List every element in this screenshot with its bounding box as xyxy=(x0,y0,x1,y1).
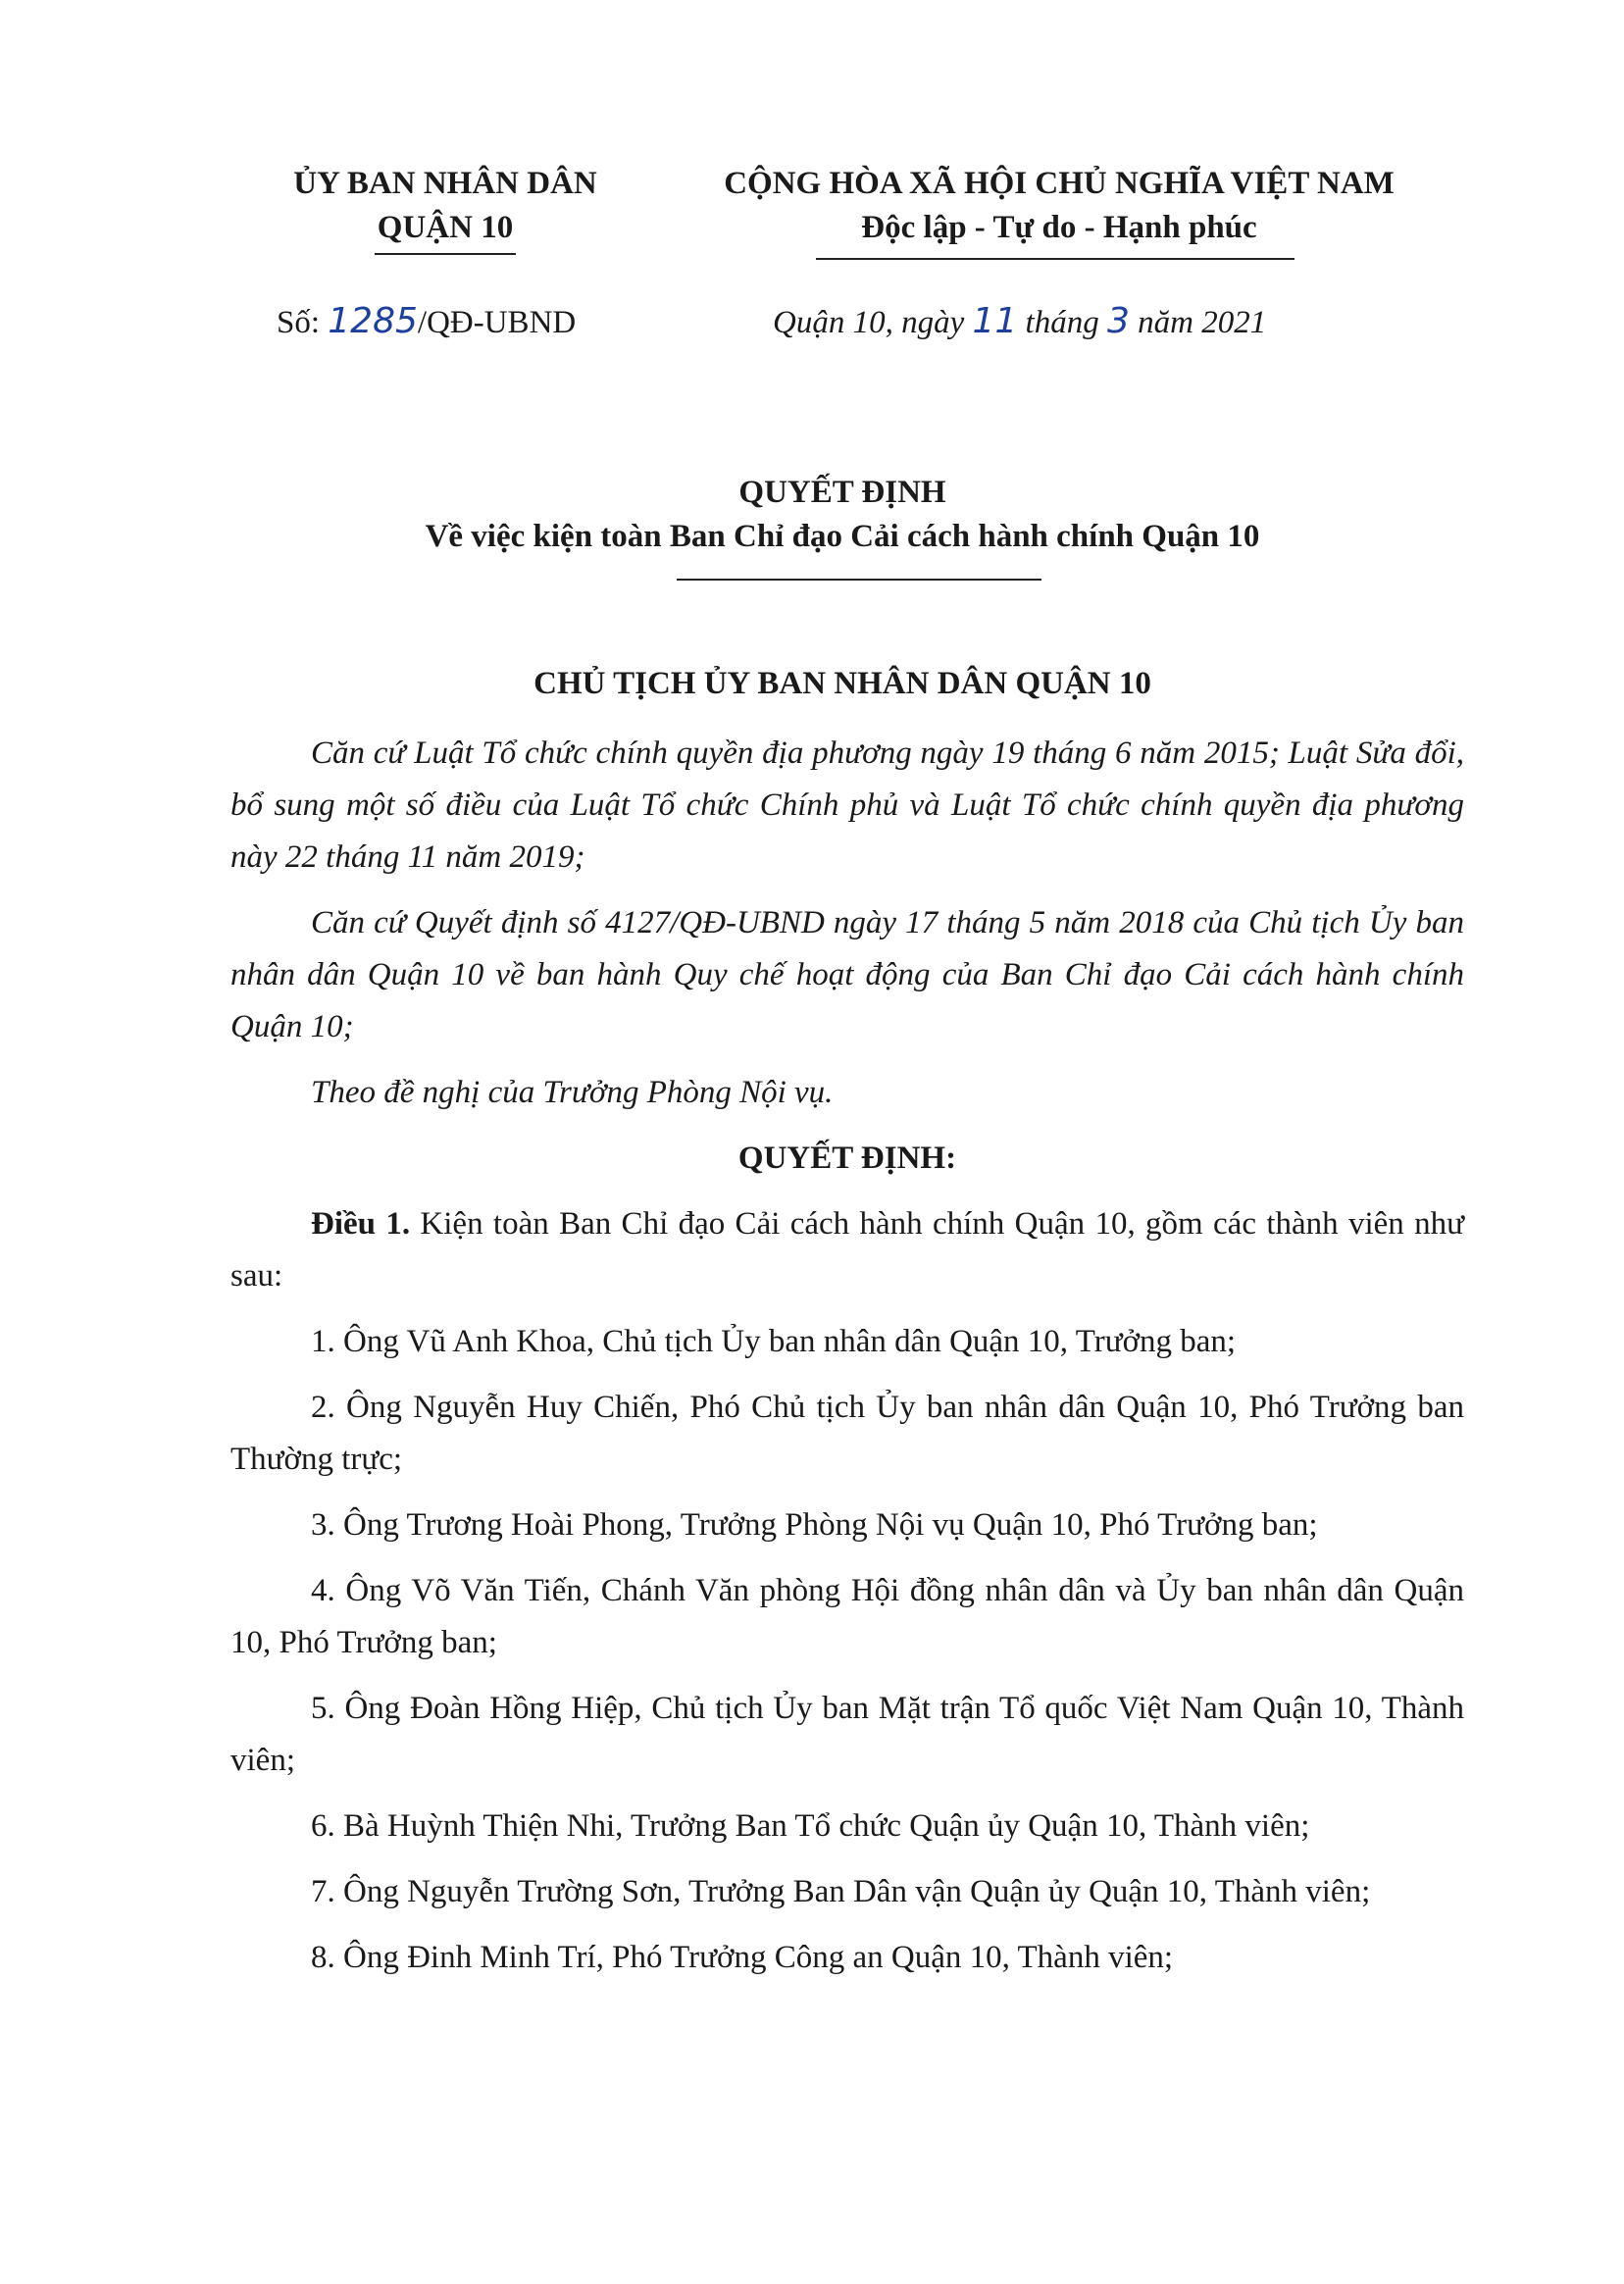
member-item: 1. Ông Vũ Anh Khoa, Chủ tịch Ủy ban nhân dân Quận 10, Trưởng ban; xyxy=(311,1324,1237,1359)
issuer-heading: CHỦ TỊCH ỦY BAN NHÂN DÂN QUẬN 10 xyxy=(533,666,1151,701)
nation-name: CỘNG HÒA XÃ HỘI CHỦ NGHĨA VIỆT NAM xyxy=(724,166,1395,201)
preamble-paragraph: Căn cứ Quyết định số 4127/QĐ-UBND ngày 17 tháng 5 năm 2018 của Chủ tịch Ủy ban nhân dân Quận 10 về ban hành Quy chế hoạt động của Ban Chỉ đạo Cải cách hành chính Quận 10; xyxy=(230,905,1464,1044)
agency-underline xyxy=(375,253,516,255)
title-heading: QUYẾT ĐỊNH xyxy=(738,475,946,510)
decision-heading: QUYẾT ĐỊNH: xyxy=(737,1141,957,1176)
motto-underline xyxy=(816,258,1294,260)
title-underline xyxy=(677,579,1041,581)
date-part-1: Quận 10, ngày xyxy=(773,305,973,340)
national-header xyxy=(667,162,1451,250)
date-part-2: tháng xyxy=(1017,305,1107,340)
agency-name-line1: ỦY BAN NHÂN DÂN xyxy=(293,166,597,201)
preamble-paragraph: Theo đề nghị của Trưởng Phòng Nội vụ. xyxy=(311,1075,834,1110)
date-part-3: năm 2021 xyxy=(1129,305,1267,340)
national-motto: Độc lập - Tự do - Hạnh phúc xyxy=(861,210,1257,245)
decision-title xyxy=(233,471,1451,559)
member-item: 7. Ông Nguyễn Trường Sơn, Trưởng Ban Dân vận Quận ủy Quận 10, Thành viên; xyxy=(311,1874,1371,1909)
member-item: 3. Ông Trương Hoài Phong, Trưởng Phòng Nội vụ Quận 10, Phó Trưởng ban; xyxy=(311,1507,1318,1543)
article-1-label: Điều 1. xyxy=(311,1206,411,1242)
preamble-paragraph: Căn cứ Luật Tổ chức chính quyền địa phương ngày 19 tháng 6 năm 2015; Luật Sửa đổi, bổ sung một số điều của Luật Tổ chức Chính phủ và Luật Tổ chức chính quyền địa phương này 22 tháng 11 năm 2019; xyxy=(230,736,1464,875)
agency-header xyxy=(233,162,657,250)
article-1 xyxy=(230,1198,1464,1302)
document-date xyxy=(773,299,1266,345)
handwritten-number: 1285 xyxy=(328,301,418,341)
agency-name-line2: QUẬN 10 xyxy=(377,210,514,245)
member-item: 8. Ông Đinh Minh Trí, Phó Trưởng Công an Quận 10, Thành viên; xyxy=(311,1940,1174,1975)
title-subject: Về việc kiện toàn Ban Chỉ đạo Cải cách hành chính Quận 10 xyxy=(425,519,1260,554)
handwritten-month: 3 xyxy=(1106,301,1130,341)
number-prefix: Số: xyxy=(277,305,329,340)
article-1-text: Kiện toàn Ban Chỉ đạo Cải cách hành chính Quận 10, gồm các thành viên như sau: xyxy=(230,1206,1465,1294)
member-item: 2. Ông Nguyễn Huy Chiến, Phó Chủ tịch Ủy ban nhân dân Quận 10, Phó Trưởng ban Thường trực; xyxy=(230,1390,1464,1477)
member-item: 4. Ông Võ Văn Tiến, Chánh Văn phòng Hội đồng nhân dân và Ủy ban nhân dân Quận 10, Phó Trưởng ban; xyxy=(230,1573,1464,1660)
handwritten-day: 11 xyxy=(972,301,1018,341)
document-body xyxy=(230,728,1464,1998)
number-suffix: /QĐ-UBND xyxy=(417,305,577,340)
document-number xyxy=(277,299,576,345)
member-item: 6. Bà Huỳnh Thiện Nhi, Trưởng Ban Tổ chức Quận ủy Quận 10, Thành viên; xyxy=(311,1808,1310,1844)
member-item: 5. Ông Đoàn Hồng Hiệp, Chủ tịch Ủy ban Mặt trận Tổ quốc Việt Nam Quận 10, Thành viên; xyxy=(230,1691,1464,1778)
